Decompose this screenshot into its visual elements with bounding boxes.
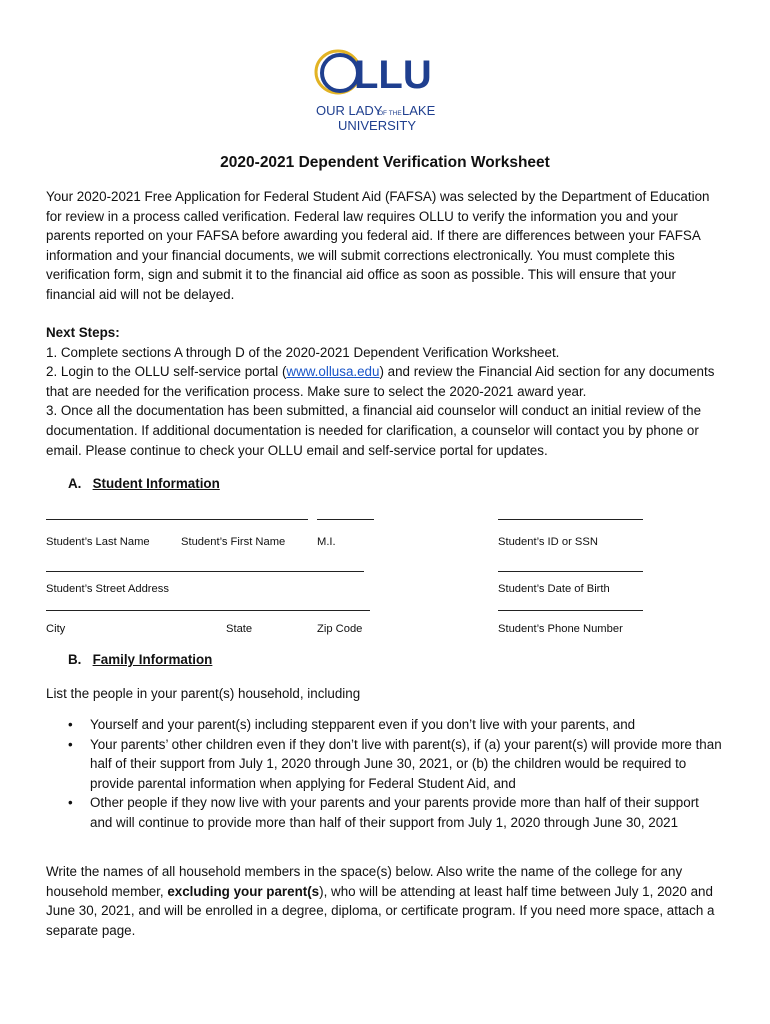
bullet-text-1: Yourself and your parent(s) including stepparent even if you don’t live with your parents, and [90, 717, 636, 732]
list-item [46, 735, 722, 794]
list-item [46, 715, 722, 735]
section-b-heading [68, 652, 212, 667]
bullet-glyph: • [68, 795, 73, 811]
dob-line[interactable] [498, 571, 643, 572]
student-id-label: Student’s ID or SSN [498, 536, 598, 548]
page-title: 2020-2021 Dependent Verification Worksheet [220, 154, 550, 171]
ollu-logo-graphic [310, 46, 460, 138]
logo-line1-b: OF THE [378, 110, 402, 117]
logo-line1-c: LAKE [402, 103, 436, 118]
step-2-text-a: 2. Login to the OLLU self-service portal ( [46, 364, 287, 380]
first-name-label: Student’s First Name [181, 536, 286, 548]
closing-paragraph [46, 862, 722, 940]
step-3: 3. Once all the documentation has been submitted, a financial aid counselor will conduct an initial review of the documentation. If additional documentation is needed for clarification, a counselor will contact you by phone or email. Please continue to check your OLLU email and self-service portal for updates. [46, 403, 702, 458]
zip-label: Zip Code [317, 623, 363, 635]
step-1: 1. Complete sections A through D of the 2020-2021 Dependent Verification Worksheet. [46, 344, 560, 360]
section-b-letter: B. [68, 652, 82, 667]
section-a-title: Student Information [92, 476, 220, 491]
ollu-logo [310, 46, 460, 138]
step-2-text-b: ) and review the Financial Aid section for any documents that are needed for the verification process. Make sure to select the 2020-2021 award year. [46, 364, 715, 399]
phone-label: Student’s Phone Number [498, 623, 623, 635]
dob-label: Student’s Date of Birth [498, 583, 610, 595]
household-bullets [46, 715, 722, 833]
section-b-lead: List the people in your parent(s) household, including [46, 686, 361, 701]
phone-line[interactable] [498, 610, 643, 611]
logo-line2: UNIVERSITY [338, 118, 417, 133]
street-address-label: Student’s Street Address [46, 583, 169, 595]
portal-link[interactable]: www.ollusa.edu [286, 364, 380, 380]
closing-text-b: ), who will be attending at least half time between July 1, 2020 and June 30, 2021, and will be enrolled in a degree, diploma, or certificate program. If you need more space, attach a separate page. [46, 883, 715, 938]
next-steps [46, 323, 722, 460]
state-label: State [226, 623, 253, 635]
bullet-glyph: • [68, 717, 73, 732]
student-id-line[interactable] [498, 519, 643, 520]
section-a-letter: A. [68, 476, 82, 491]
mi-line[interactable] [317, 519, 374, 520]
mi-label: M.I. [317, 536, 336, 548]
city-label: City [46, 623, 66, 635]
closing-text-bold: excluding your parent(s [167, 883, 320, 899]
last-first-name-line[interactable] [46, 519, 308, 520]
intro-paragraph: Your 2020-2021 Free Application for Federal Student Aid (FAFSA) was selected by the Department of Education for review in a process called verification. Federal law requires OLLU to verify the information you and your parents reported on your FAFSA before awarding you federal aid. If there are differences between your FAFSA information and your financial documents, we will submit corrections electronically. You must complete this verification form, sign and submit it to the financial aid office as soon as possible. This will ensure that your financial aid will not be delayed. [46, 189, 710, 302]
step-2 [46, 362, 722, 401]
street-address-line[interactable] [46, 571, 364, 572]
closing-text-a: Write the names of all household members in the space(s) below. Also write the name of the college for any household member, [46, 864, 683, 899]
bullet-text-3: Other people if they now live with your parents and your parents provide more than half of their support and will continue to provide more than half of their support from July 1, 2020 through June 30, 2021 [90, 795, 699, 830]
city-state-zip-line[interactable] [46, 610, 370, 611]
logo-line1-a: OUR LADY [316, 103, 383, 118]
section-a-heading [68, 476, 220, 491]
next-steps-heading: Next Steps: [46, 325, 120, 340]
bullet-text-2: Your parents’ other children even if they don’t live with parent(s), if (a) your parent(s) will provide more than half of their support from July 1, 2020 through June 30, 2021, or (b) the children would be required to provide parental information when applying for Federal Student Aid, and [90, 736, 722, 791]
list-item [46, 793, 722, 832]
last-name-label: Student’s Last Name [46, 536, 150, 548]
bullet-glyph: • [68, 736, 73, 752]
section-b-title: Family Information [92, 652, 213, 667]
logo-wordmark: LLU [354, 53, 432, 97]
